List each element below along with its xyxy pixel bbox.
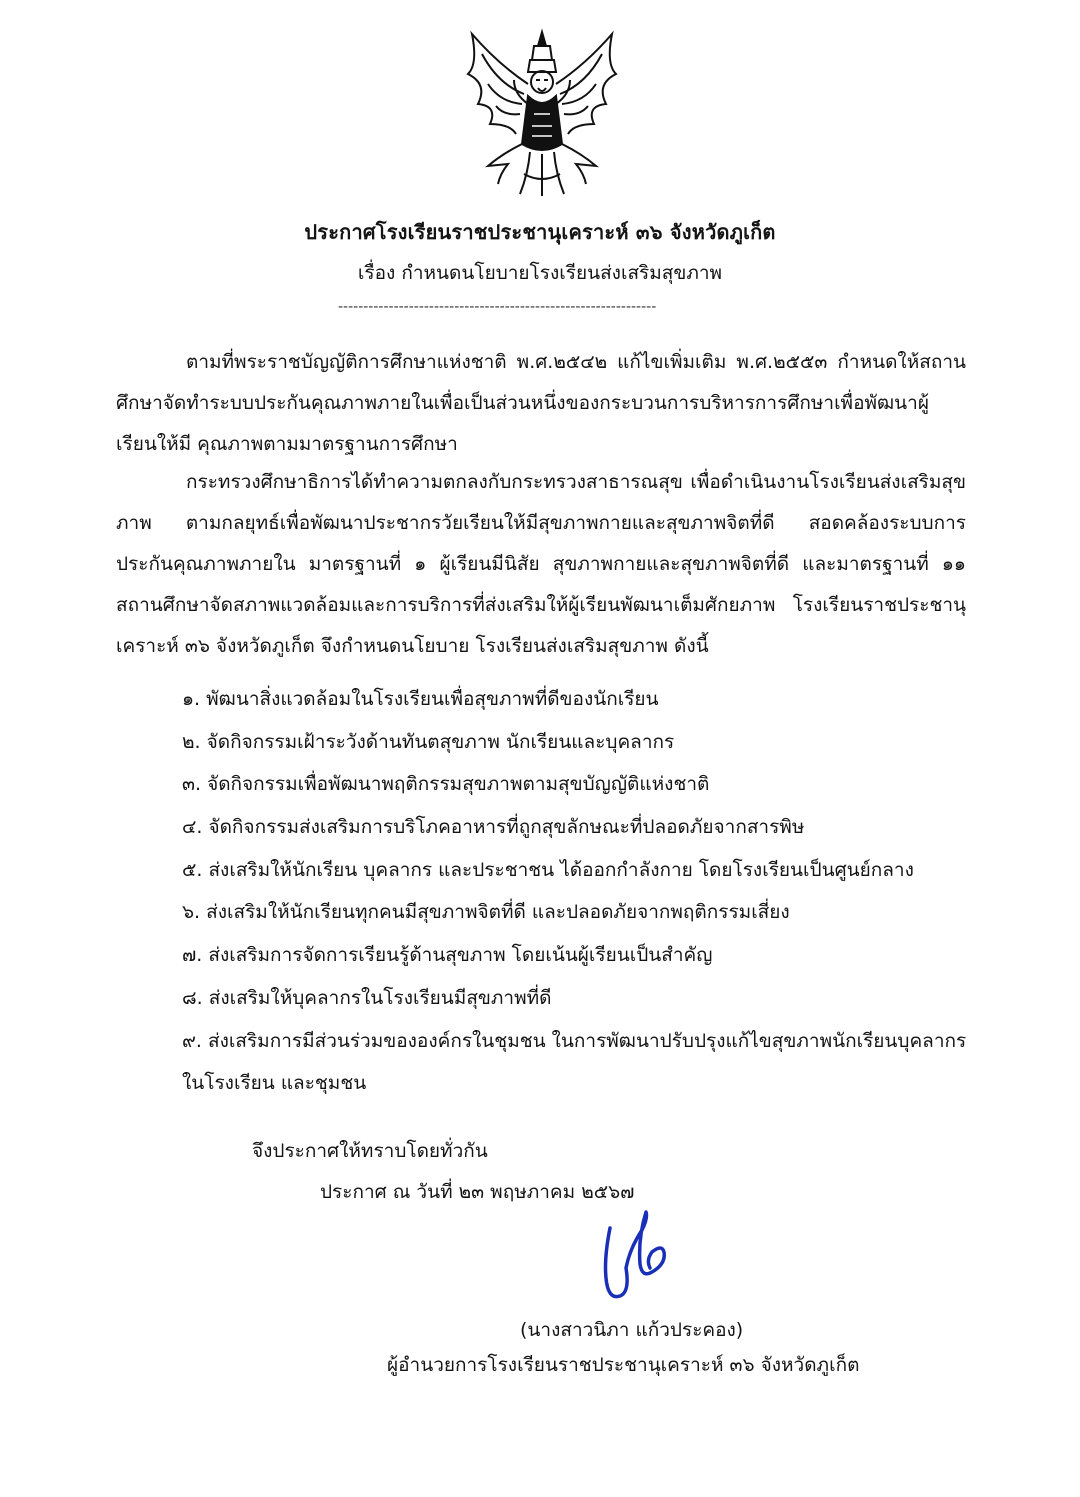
policy-item: ๒. จัดกิจกรรมเฝ้าระวังด้านทันตสุขภาพ นักเรียนและบุคลากร	[182, 730, 675, 753]
handwritten-signature-icon	[590, 1208, 680, 1308]
dashed-divider: ---------------------------------------------------------------	[338, 299, 657, 315]
intro-paragraph: ตามที่พระราชบัญญัติการศึกษาแห่งชาติ พ.ศ.๒๕๔๒ แก้ไขเพิ่มเติม พ.ศ.๒๕๕๓ กำหนดให้สถานศึกษาจัดทำระบบประกันคุณภาพภายในเพื่อเป็นส่วนหนึ่งของกระบวนการบริหารการศึกษาเพื่อพัฒนาผู้เรียนให้มี คุณภาพตามมาตรฐานการศึกษา	[116, 351, 966, 455]
announcement-subject: เรื่อง กำหนดนโยบายโรงเรียนส่งเสริมสุขภาพ	[357, 262, 723, 284]
policy-list	[182, 678, 972, 1104]
agreement-paragraph: กระทรวงศึกษาธิการได้ทำความตกลงกับกระทรวงสาธารณสุข เพื่อดำเนินงานโรงเรียนส่งเสริมสุขภาพ ตามกลยุทธ์เพื่อพัฒนาประชากรวัยเรียนให้มีสุขภาพกายและสุขภาพจิตที่ดี สอดคล้องระบบการประกันคุณภาพภายใน มาตรฐานที่ ๑ ผู้เรียนมีนิสัย สุขภาพกายและสุขภาพจิตที่ดี และมาตรฐานที่ ๑๑ สถานศึกษาจัดสภาพแวดล้อมและการบริการที่ส่งเสริมให้ผู้เรียนพัฒนาเต็มศักยภาพ โรงเรียนราชประชานุเคราะห์ ๓๖ จังหวัดภูเก็ต จึงกำหนดนโยบาย โรงเรียนส่งเสริมสุขภาพ ดังนี้	[116, 471, 966, 657]
policy-item: ๘. ส่งเสริมให้บุคลากรในโรงเรียนมีสุขภาพที่ดี	[182, 986, 552, 1009]
signer-name: (นางสาวนิภา แก้วประคอง)	[520, 1319, 744, 1341]
policy-item: ๖. ส่งเสริมให้นักเรียนทุกคนมีสุขภาพจิตที่ดี และปลอดภัยจากพฤติกรรมเสี่ยง	[182, 901, 790, 924]
policy-item: ๕. ส่งเสริมให้นักเรียน บุคลากร และประชาชน ได้ออกกำลังกาย โดยโรงเรียนเป็นศูนย์กลาง	[182, 858, 914, 881]
policy-item: ๗. ส่งเสริมการจัดการเรียนรู้ด้านสุขภาพ โดยเน้นผู้เรียนเป็นสำคัญ	[182, 944, 713, 967]
garuda-emblem-icon	[458, 24, 626, 199]
policy-item: ๙. ส่งเสริมการมีส่วนร่วมขององค์กรในชุมชน ในการพัฒนาปรับปรุงแก้ไขสุขภาพนักเรียนบุคลากรในโรงเรียน และชุมชน	[182, 1029, 967, 1094]
closing-statement: จึงประกาศให้ทราบโดยทั่วกัน	[252, 1140, 488, 1162]
announcement-title: ประกาศโรงเรียนราชประชานุเคราะห์ ๓๖ จังหวัดภูเก็ต	[304, 220, 776, 244]
announcement-date: ประกาศ ณ วันที่ ๒๓ พฤษภาคม ๒๕๖๗	[320, 1181, 635, 1203]
policy-item: ๔. จัดกิจกรรมส่งเสริมการบริโภคอาหารที่ถูกสุขลักษณะที่ปลอดภัยจากสารพิษ	[182, 816, 805, 839]
signer-position: ผู้อำนวยการโรงเรียนราชประชานุเคราะห์ ๓๖ จังหวัดภูเก็ต	[387, 1354, 860, 1376]
policy-item: ๑. พัฒนาสิ่งแวดล้อมในโรงเรียนเพื่อสุขภาพที่ดีของนักเรียน	[182, 688, 659, 710]
policy-item: ๓. จัดกิจกรรมเพื่อพัฒนาพฤติกรรมสุขภาพตามสุขบัญญัติแห่งชาติ	[182, 773, 710, 796]
